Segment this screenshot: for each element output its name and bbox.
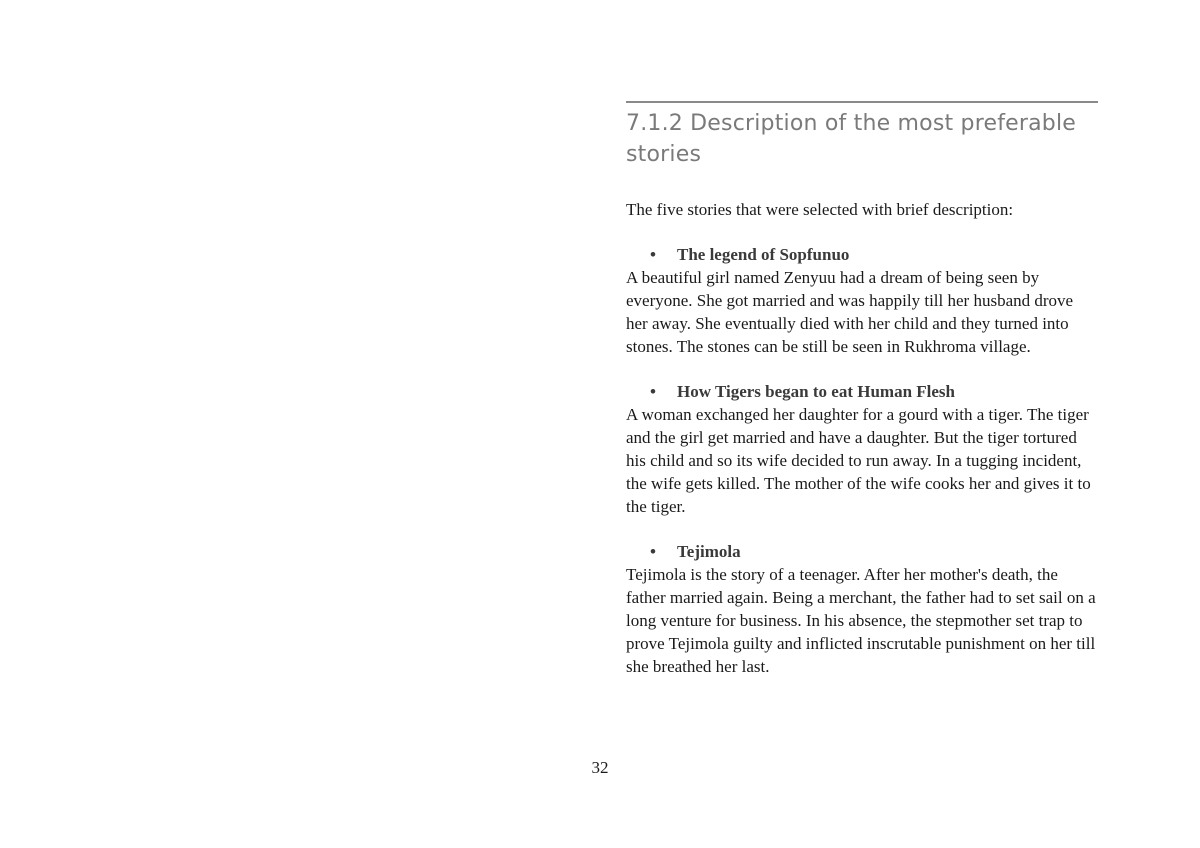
story-title: The legend of Sopfunuo — [677, 245, 850, 264]
story-description: Tejimola is the story of a teenager. After her mother's death, the father married again. Being a merchant, the father had to set sail on a long venture for business. In his absence, the stepmother set trap to prove Tejimola guilty and inflicted inscrutable punishment on her till she breathed her last. — [626, 565, 1096, 676]
bullet-icon: • — [650, 542, 656, 561]
section-heading: 7.1.2 Description of the most preferable stories — [626, 111, 1077, 167]
section-rule — [626, 101, 1098, 103]
bullet-icon: • — [650, 382, 656, 401]
story-item — [626, 380, 1098, 518]
intro-paragraph: The five stories that were selected with brief description: — [626, 200, 1014, 219]
bullet-icon: • — [650, 245, 656, 264]
story-title: How Tigers began to eat Human Flesh — [677, 382, 955, 401]
story-title-row — [626, 540, 1098, 563]
story-description: A beautiful girl named Zenyuu had a dream of being seen by everyone. She got married and was happily till her husband drove her away. She eventually died with her child and they turned into stones. The stones can be still be seen in Rukhroma village. — [626, 268, 1074, 356]
story-item — [626, 540, 1098, 678]
story-description: A woman exchanged her daughter for a gourd with a tiger. The tiger and the girl get married and have a daughter. But the tiger tortured his child and so its wife decided to run away. In a tugging incident, the wife gets killed. The mother of the wife cooks her and gives it to the tiger. — [626, 405, 1091, 516]
story-title-row — [626, 243, 1098, 266]
story-title-row — [626, 380, 1098, 403]
right-page-content — [626, 101, 1098, 678]
story-title: Tejimola — [677, 542, 741, 561]
story-item — [626, 243, 1098, 358]
page-number: 32 — [591, 758, 609, 777]
